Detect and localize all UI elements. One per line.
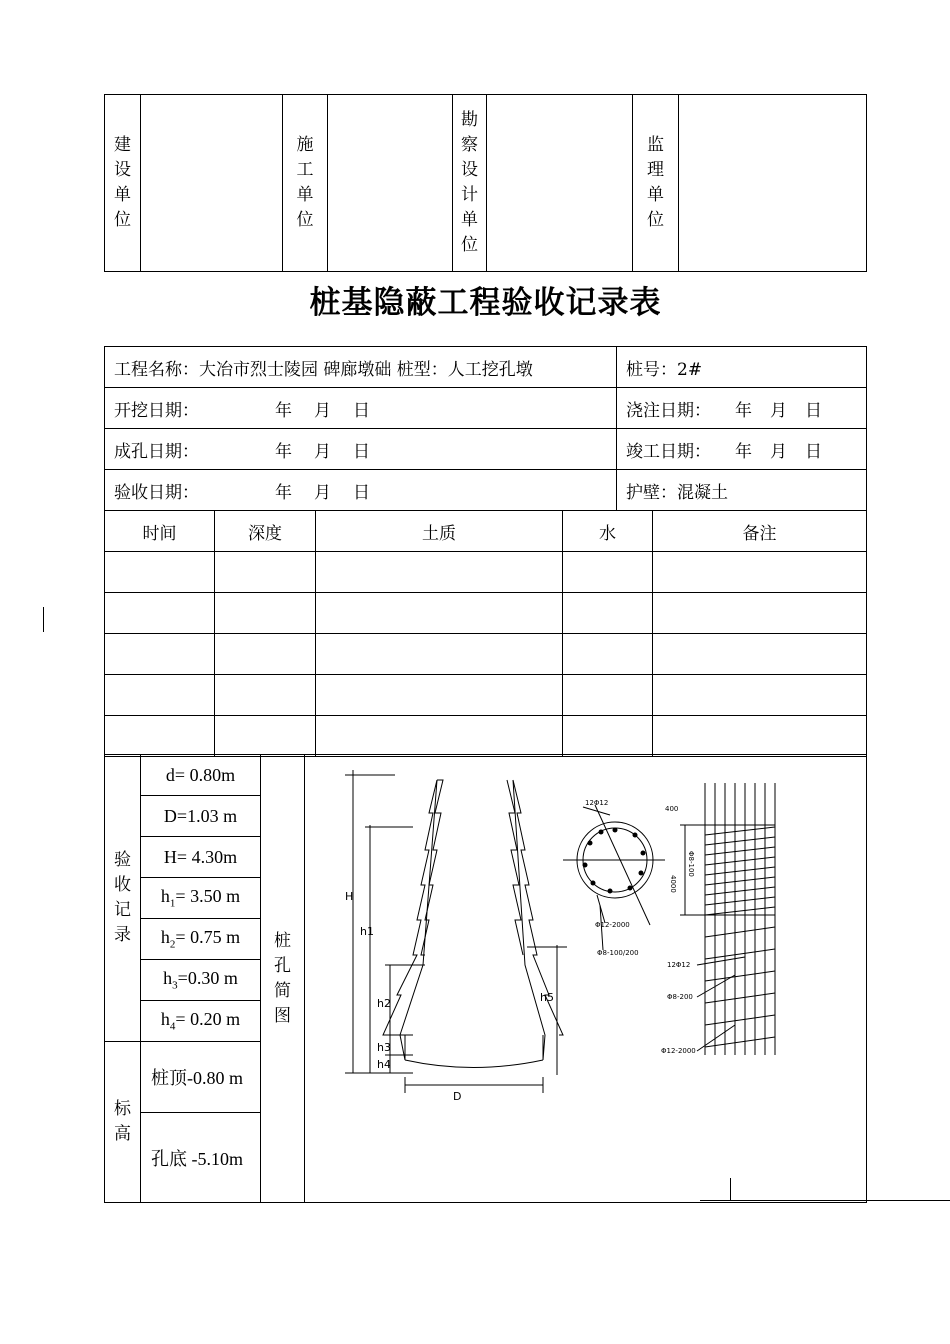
label-H: H <box>345 890 354 903</box>
hole-date <box>105 429 617 470</box>
dig-date-label: 开挖日期： <box>114 400 199 421</box>
table-row <box>105 675 867 716</box>
label-el4: 12Φ12 <box>667 961 691 969</box>
dig-date <box>105 388 617 429</box>
col-soil: 土质 <box>316 511 563 552</box>
value-h2: $h_2= 0.75$ m <box>141 919 261 960</box>
page-title: 桩基隐蔽工程验收记录表 <box>309 285 662 321</box>
label-el3: Φ8-100 <box>687 851 695 877</box>
col-time: 时间 <box>105 511 215 552</box>
pour-date <box>617 388 867 429</box>
survey-design-unit-field[interactable] <box>487 95 633 272</box>
cell[interactable] <box>316 552 563 593</box>
supervision-unit-label: 监 理 单 位 <box>633 95 679 272</box>
label-el6: Φ12-2000 <box>661 1047 696 1055</box>
value-h3: $h_3=0.30$ m <box>141 960 261 1001</box>
label-sec2: Φ12-2000 <box>595 921 630 929</box>
accept-date-label: 验收日期： <box>114 482 199 503</box>
cell[interactable] <box>653 634 867 675</box>
pile-diagram-cell <box>305 755 867 1203</box>
log-header-row <box>105 511 867 552</box>
cell[interactable] <box>215 675 316 716</box>
cell[interactable] <box>215 593 316 634</box>
cell[interactable] <box>563 593 653 634</box>
month-label: 月 <box>314 400 331 421</box>
accept-date <box>105 470 617 511</box>
cell[interactable] <box>105 552 215 593</box>
cell[interactable] <box>653 593 867 634</box>
cell[interactable] <box>105 716 215 757</box>
acceptance-label: 验 收 记 录 <box>105 755 141 1042</box>
day-label: 日 <box>805 441 822 462</box>
builder-unit-label: 施 工 单 位 <box>283 95 328 272</box>
label-h2: h2 <box>377 997 391 1010</box>
month-label: 月 <box>770 400 787 421</box>
units-table <box>104 94 867 272</box>
acceptance-table <box>104 754 867 1203</box>
cell[interactable] <box>563 675 653 716</box>
builder-unit-field[interactable] <box>328 95 453 272</box>
cell[interactable] <box>653 675 867 716</box>
table-row <box>105 716 867 757</box>
table-row <box>105 552 867 593</box>
project-name: 工程名称：大冶市烈士陵园 碑廊墩础 桩型：人工挖孔墩 <box>105 347 617 388</box>
month-label: 月 <box>314 482 331 503</box>
year-label: 年 <box>275 482 292 503</box>
log-table <box>104 510 867 757</box>
year-label: 年 <box>735 441 752 462</box>
cell[interactable] <box>316 634 563 675</box>
cell[interactable] <box>653 716 867 757</box>
label-el2: 4000 <box>669 875 677 893</box>
value-d: d= 0.80m <box>141 755 261 796</box>
col-water: 水 <box>563 511 653 552</box>
pile-diagram <box>305 755 865 1195</box>
hole-date-label: 成孔日期： <box>114 441 199 462</box>
label-h5: h5 <box>540 991 554 1004</box>
wall-type: 护壁：混凝土 <box>617 470 867 511</box>
month-label: 月 <box>314 441 331 462</box>
cell[interactable] <box>563 634 653 675</box>
day-label: 日 <box>353 441 370 462</box>
value-h1: $h_1= 3.50$ m <box>141 878 261 919</box>
info-table <box>104 346 867 511</box>
cell[interactable] <box>563 552 653 593</box>
construction-unit-field[interactable] <box>141 95 283 272</box>
label-h4: h4 <box>377 1058 391 1071</box>
cell[interactable] <box>105 593 215 634</box>
day-label: 日 <box>353 482 370 503</box>
bottom-rule <box>700 1200 950 1201</box>
label-h3: h3 <box>377 1041 391 1054</box>
cell[interactable] <box>105 675 215 716</box>
complete-date-label: 竣工日期： <box>626 441 711 462</box>
cell[interactable] <box>105 634 215 675</box>
table-row <box>105 593 867 634</box>
supervision-unit-field[interactable] <box>679 95 867 272</box>
year-label: 年 <box>735 400 752 421</box>
value-H: H= 4.30m <box>141 837 261 878</box>
cell[interactable] <box>215 716 316 757</box>
complete-date <box>617 429 867 470</box>
col-depth: 深度 <box>215 511 316 552</box>
cell[interactable] <box>316 675 563 716</box>
table-row <box>105 634 867 675</box>
label-sec1: 12Φ12 <box>585 799 609 807</box>
elevation-label: 标 高 <box>105 1042 141 1203</box>
cell[interactable] <box>563 716 653 757</box>
cell[interactable] <box>215 634 316 675</box>
label-sec3: Φ8-100/200 <box>597 949 639 957</box>
cell[interactable] <box>215 552 316 593</box>
day-label: 日 <box>805 400 822 421</box>
label-D: D <box>453 1090 462 1103</box>
bottom-tick <box>730 1178 731 1200</box>
label-el1: 400 <box>665 805 679 813</box>
pour-date-label: 浇注日期： <box>626 400 711 421</box>
value-h4: $h_4= 0.20$ m <box>141 1001 261 1042</box>
survey-design-unit-label: 勘 察 设 计 单 位 <box>453 95 487 272</box>
cell[interactable] <box>316 716 563 757</box>
year-label: 年 <box>275 441 292 462</box>
construction-unit-label: 建 设 单 位 <box>105 95 141 272</box>
cell[interactable] <box>653 552 867 593</box>
label-el5: Φ8-200 <box>667 993 693 1001</box>
year-label: 年 <box>275 400 292 421</box>
label-h1: h1 <box>360 925 374 938</box>
text-cursor <box>43 607 44 632</box>
diagram-label: 桩 孔 简 图 <box>261 755 305 1203</box>
month-label: 月 <box>770 441 787 462</box>
pile-top-elevation: 桩顶-0.80 m <box>141 1042 261 1113</box>
day-label: 日 <box>353 400 370 421</box>
value-D: D=1.03 m <box>141 796 261 837</box>
col-remark: 备注 <box>653 511 867 552</box>
cell[interactable] <box>316 593 563 634</box>
pile-number: 桩号：2# <box>617 347 867 388</box>
hole-bottom-elevation: 孔底 -5.10m <box>141 1113 261 1203</box>
